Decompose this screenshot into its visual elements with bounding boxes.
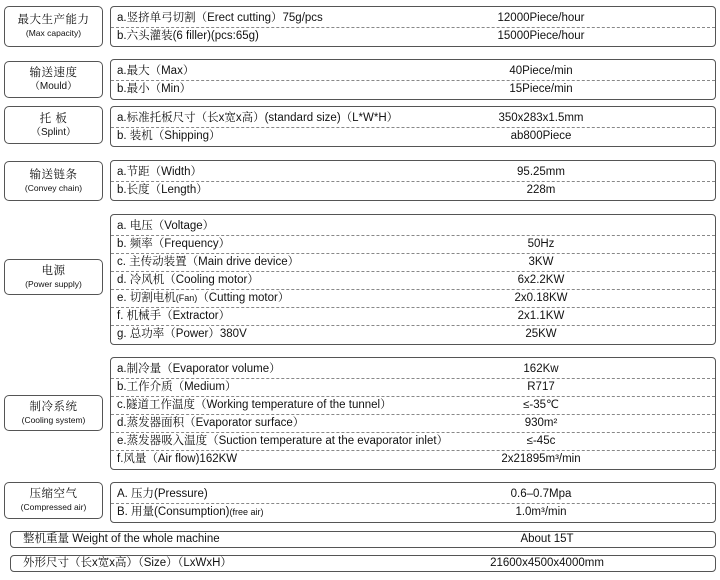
spec-key — [117, 80, 191, 98]
spec-value-text: 12000Piece/hour — [497, 11, 585, 24]
spec-key-text: c.隧道工作温度（Working temperature of the tunnel） — [117, 398, 392, 411]
spec-value-text: 228m — [526, 183, 556, 196]
spec-key — [117, 163, 202, 181]
spec-row — [111, 235, 715, 253]
section-table — [110, 6, 716, 47]
spec-key-note: (free air) — [229, 506, 264, 517]
spec-key-text: f.风量（Air flow)162KW — [117, 452, 238, 465]
spec-key-text: b.最小（Min） — [117, 82, 192, 95]
footer-key: 外形尺寸（长x宽x高）（Size）（LxWxH） — [23, 557, 232, 569]
spec-value-text: 2x21895m³/min — [501, 452, 581, 465]
spec-row — [111, 181, 715, 199]
spec-key-text: A. 压力(Pressure) — [117, 487, 208, 500]
spec-value-text: 6x2.2KW — [517, 273, 565, 286]
section-table — [110, 59, 716, 100]
spec-key — [117, 414, 304, 432]
section-label-box — [4, 106, 103, 144]
footer-row — [10, 531, 716, 548]
section-label-cn: 托 板 — [39, 112, 68, 125]
section-label-box — [4, 395, 103, 431]
spec-row — [111, 325, 715, 343]
spec-value-text: 3KW — [528, 255, 554, 268]
spec-value-text: ≤-45c — [526, 434, 556, 447]
spec-key-text: a.竖挤单弓切割（Erect cutting）75g/pcs — [117, 11, 323, 24]
spec-row — [111, 62, 715, 80]
spec-row — [111, 378, 715, 396]
spec-row — [111, 503, 715, 521]
section-label-box — [4, 61, 103, 98]
spec-key-text: c. 主传动装置（Main drive device） — [117, 255, 300, 268]
spec-value-text: 2x1.1KW — [517, 309, 565, 322]
spec-key — [117, 485, 208, 503]
spec-row — [111, 396, 715, 414]
spec-key — [117, 217, 214, 235]
spec-key — [117, 360, 281, 378]
spec-key — [117, 62, 194, 80]
spec-row — [111, 27, 715, 45]
spec-key-text: d. 冷风机（Cooling motor） — [117, 273, 259, 286]
spec-value-text: R717 — [527, 380, 555, 393]
spec-value-text: 15000Piece/hour — [497, 29, 585, 42]
section-label-en: (Power supply) — [25, 278, 82, 289]
spec-key — [117, 253, 299, 271]
spec-value-text: 50Hz — [527, 237, 555, 250]
spec-key — [117, 289, 289, 307]
spec-key-text: e.蒸发器吸入温度（Suction temperature at the evaporator inlet） — [117, 434, 449, 447]
section-label-en: （Splint） — [30, 126, 76, 138]
spec-key-text: b.六头灌装(6 filler)(pcs:65g) — [117, 29, 259, 42]
spec-key-note: (Fan) — [175, 292, 198, 303]
spec-key — [117, 325, 247, 343]
footer-key: 整机重量 Weight of the whole machine — [23, 533, 220, 545]
spec-key-text: a.标准托板尺寸（长x宽x高）(standard size)（L*W*H） — [117, 111, 399, 124]
spec-key-text: e. 切割电机 — [117, 291, 176, 304]
section-table — [110, 357, 716, 470]
section-label-cn: 压缩空气 — [29, 488, 78, 500]
spec-value-text: 350x283x1.5mm — [498, 111, 584, 124]
spec-key — [117, 109, 398, 127]
section-label-box — [4, 482, 103, 519]
section-table — [110, 214, 716, 345]
section-label-box — [4, 161, 103, 201]
spec-row — [111, 217, 715, 235]
spec-key-text: b.长度（Length） — [117, 183, 208, 196]
section-label-en: (Cooling system) — [21, 414, 86, 425]
section-label-cn: 输送速度 — [29, 67, 78, 79]
spec-key — [117, 27, 259, 45]
footer-value-text: 21600x4500x4000mm — [490, 557, 604, 569]
spec-key — [117, 235, 230, 253]
section-label-cn: 输送链条 — [29, 168, 78, 181]
spec-key-text: b. 频率（Frequency） — [117, 237, 231, 250]
section-label-box — [4, 259, 103, 295]
spec-key — [117, 307, 230, 325]
spec-key — [117, 127, 221, 145]
spec-value-text: 95.25mm — [517, 165, 565, 178]
footer-value-text: About 15T — [520, 533, 574, 545]
spec-key-tail: （Cutting motor） — [197, 291, 290, 304]
spec-key-text: b. 装机（Shipping） — [117, 129, 221, 142]
section-table — [110, 160, 716, 201]
spec-row — [111, 109, 715, 127]
spec-row — [111, 127, 715, 145]
spec-key — [117, 271, 259, 289]
spec-key — [117, 503, 264, 521]
spec-key — [117, 378, 237, 396]
spec-value-text: 162Kw — [523, 362, 559, 375]
spec-row — [111, 485, 715, 503]
section-label-cn: 最大生产能力 — [17, 14, 90, 26]
spec-key — [117, 432, 448, 450]
spec-value-text: 0.6–0.7Mpa — [510, 487, 572, 500]
spec-row — [111, 360, 715, 378]
spec-key-text: f. 机械手（Extractor） — [117, 309, 231, 322]
spec-row — [111, 80, 715, 98]
section-label-en: (Compressed air) — [20, 502, 87, 512]
spec-key — [117, 9, 323, 27]
spec-row — [111, 432, 715, 450]
spec-key-text: d.蒸发器面积（Evaporator surface） — [117, 416, 305, 429]
spec-key-text: a.节距（Width） — [117, 165, 202, 178]
spec-value-text: 930m² — [524, 416, 558, 429]
section-label-en: （Mould） — [29, 81, 78, 92]
section-label-en: (Max capacity) — [25, 28, 82, 38]
spec-row — [111, 163, 715, 181]
spec-value-text: 1.0m³/min — [515, 505, 567, 518]
spec-key-text: a.最大（Max） — [117, 64, 195, 77]
spec-row — [111, 9, 715, 27]
spec-row — [111, 450, 715, 468]
spec-value-text: ≤-35℃ — [523, 398, 559, 411]
spec-row — [111, 253, 715, 271]
section-table — [110, 482, 716, 523]
spec-row — [111, 414, 715, 432]
spec-row — [111, 307, 715, 325]
spec-key-text: a.制冷量（Evaporator volume） — [117, 362, 281, 375]
spec-key — [117, 181, 208, 199]
spec-value-text: 40Piece/min — [509, 64, 573, 77]
spec-value-text: 25KW — [525, 327, 557, 340]
spec-key-text: B. 用量(Consumption) — [117, 505, 230, 518]
spec-key-text: g. 总功率（Power）380V — [117, 327, 247, 340]
spec-row — [111, 289, 715, 307]
spec-key-text: a. 电压（Voltage） — [117, 219, 215, 232]
footer-row — [10, 555, 716, 572]
spec-value-text: ab800Piece — [510, 129, 572, 142]
section-label-en: (Convey chain) — [24, 182, 83, 193]
spec-value-text: 15Piece/min — [509, 82, 573, 95]
section-label-cn: 制冷系统 — [29, 400, 78, 413]
spec-key-text: b.工作介质（Medium） — [117, 380, 237, 393]
spec-value-text: 2x0.18KW — [514, 291, 568, 304]
spec-key — [117, 450, 237, 468]
section-label-box — [4, 6, 103, 47]
spec-row — [111, 271, 715, 289]
spec-key — [117, 396, 392, 414]
section-label-cn: 电源 — [41, 264, 66, 277]
section-table — [110, 106, 716, 147]
